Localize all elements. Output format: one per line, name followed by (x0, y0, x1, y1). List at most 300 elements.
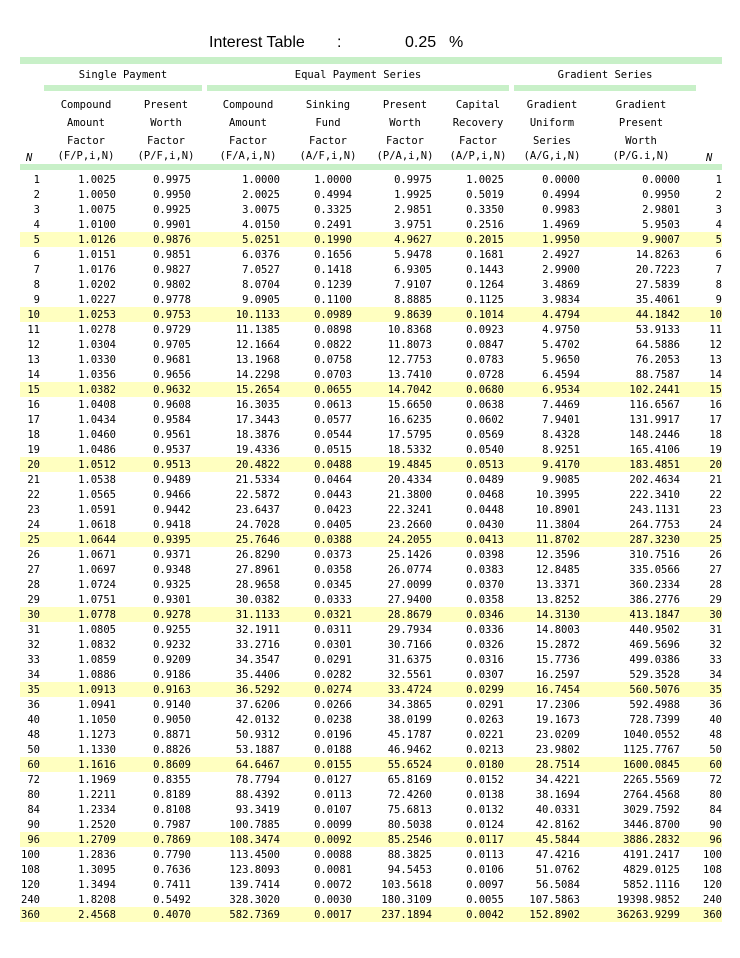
table-cell: 113.4500 (229, 849, 280, 861)
cell-n: 7 (33, 264, 40, 276)
table-cell: 183.4851 (629, 459, 680, 471)
cell-n: 5 (33, 234, 40, 246)
table-cell: 1.0356 (78, 369, 116, 381)
table-cell: 0.0540 (466, 444, 504, 456)
table-cell: 0.8355 (153, 774, 191, 786)
table-cell: 0.0398 (466, 549, 504, 561)
cell-n-right: 20 (709, 459, 722, 471)
table-cell: 0.9975 (153, 174, 191, 186)
table-cell: 1.1330 (78, 744, 116, 756)
column-header-line: Present (382, 99, 428, 111)
table-cell: 1.0805 (78, 624, 116, 636)
table-cell: 1.0304 (78, 339, 116, 351)
table-row (0, 907, 740, 922)
table-cell: 0.9278 (153, 609, 191, 621)
table-cell: 0.1990 (314, 234, 352, 246)
table-cell: 2.0025 (242, 189, 280, 201)
table-cell: 1.0176 (78, 264, 116, 276)
table-cell: 6.9534 (542, 384, 580, 396)
table-cell: 1.2709 (78, 834, 116, 846)
table-cell: 0.9876 (153, 234, 191, 246)
table-cell: 0.0081 (314, 864, 352, 876)
table-row (0, 832, 740, 847)
table-cell: 15.2872 (535, 639, 580, 651)
table-cell: 27.8961 (235, 564, 280, 576)
table-cell: 1.0941 (78, 699, 116, 711)
table-cell: 3446.8700 (623, 819, 680, 831)
n-label-right: N (706, 152, 713, 164)
cell-n: 30 (27, 609, 40, 621)
table-cell: 29.7934 (387, 624, 432, 636)
table-cell: 31.6375 (387, 654, 432, 666)
table-cell: 24.7028 (235, 519, 280, 531)
cell-n: 18 (27, 429, 40, 441)
table-cell: 0.0513 (466, 459, 504, 471)
table-cell: 0.0152 (466, 774, 504, 786)
table-row (0, 427, 740, 442)
table-cell: 0.0405 (314, 519, 352, 531)
cell-n: 72 (27, 774, 40, 786)
table-cell: 0.1681 (466, 249, 504, 261)
table-cell: 0.0443 (314, 489, 352, 501)
group-band-gradient (514, 85, 696, 91)
table-cell: 1.0751 (78, 594, 116, 606)
table-cell: 0.9232 (153, 639, 191, 651)
table-cell: 16.2597 (535, 669, 580, 681)
table-cell: 1.0330 (78, 354, 116, 366)
table-cell: 8.0704 (242, 279, 280, 291)
table-cell: 148.2446 (629, 429, 680, 441)
table-cell: 24.2055 (387, 534, 432, 546)
table-cell: 9.4170 (542, 459, 580, 471)
table-cell: 1.0671 (78, 549, 116, 561)
table-cell: 0.0847 (466, 339, 504, 351)
table-cell: 3029.7592 (623, 804, 680, 816)
table-cell: 1.0913 (78, 684, 116, 696)
table-cell: 26.0774 (387, 564, 432, 576)
table-cell: 35.4061 (635, 294, 680, 306)
table-cell: 0.9348 (153, 564, 191, 576)
table-cell: 0.0326 (466, 639, 504, 651)
table-row (0, 592, 740, 607)
table-row (0, 727, 740, 742)
table-cell: 7.9401 (542, 414, 580, 426)
table-cell: 36.5292 (235, 684, 280, 696)
table-cell: 360.2334 (629, 579, 680, 591)
table-row (0, 187, 740, 202)
table-cell: 0.0388 (314, 534, 352, 546)
table-cell: 0.0680 (466, 384, 504, 396)
table-cell: 20.7223 (635, 264, 680, 276)
group-band-single (44, 85, 202, 91)
table-cell: 0.1443 (466, 264, 504, 276)
cell-n: 80 (27, 789, 40, 801)
column-header-line: Series (533, 135, 571, 147)
table-cell: 25.7646 (235, 534, 280, 546)
table-cell: 5.9478 (394, 249, 432, 261)
table-cell: 34.4221 (535, 774, 580, 786)
cell-n: 17 (27, 414, 40, 426)
column-header-line: Present (618, 117, 664, 129)
table-cell: 23.9802 (535, 744, 580, 756)
table-row (0, 472, 740, 487)
table-row (0, 277, 740, 292)
column-header-line: Uniform (529, 117, 575, 129)
table-cell: 14.2298 (235, 369, 280, 381)
table-cell: 15.6650 (387, 399, 432, 411)
table-cell: 51.0762 (535, 864, 580, 876)
table-cell: 0.0468 (466, 489, 504, 501)
cell-n-right: 34 (709, 669, 722, 681)
table-cell: 34.3865 (387, 699, 432, 711)
table-cell: 30.7166 (387, 639, 432, 651)
column-header-line: Gradient (615, 99, 667, 111)
table-cell: 37.6206 (235, 699, 280, 711)
cell-n: 50 (27, 744, 40, 756)
table-row (0, 652, 740, 667)
table-cell: 0.5492 (153, 894, 191, 906)
table-cell: 0.1264 (466, 279, 504, 291)
column-header-line: Factor (309, 135, 347, 147)
cell-n: 32 (27, 639, 40, 651)
table-cell: 0.0274 (314, 684, 352, 696)
table-cell: 27.5839 (635, 279, 680, 291)
table-row (0, 397, 740, 412)
table-cell: 0.0106 (466, 864, 504, 876)
table-row (0, 487, 740, 502)
table-cell: 1.9950 (542, 234, 580, 246)
cell-n-right: 15 (709, 384, 722, 396)
table-cell: 0.0282 (314, 669, 352, 681)
table-cell: 1.0724 (78, 579, 116, 591)
table-cell: 0.9418 (153, 519, 191, 531)
table-row (0, 712, 740, 727)
table-cell: 1.0832 (78, 639, 116, 651)
cell-n: 60 (27, 759, 40, 771)
table-cell: 1125.7767 (623, 744, 680, 756)
table-row (0, 232, 740, 247)
table-cell: 0.0703 (314, 369, 352, 381)
table-cell: 42.0132 (235, 714, 280, 726)
cell-n-right: 31 (709, 624, 722, 636)
table-cell: 1.0025 (78, 174, 116, 186)
table-cell: 0.0488 (314, 459, 352, 471)
table-row (0, 637, 740, 652)
table-row (0, 442, 740, 457)
column-header-line: Amount (229, 117, 267, 129)
table-cell: 0.0113 (314, 789, 352, 801)
table-row (0, 202, 740, 217)
table-cell: 0.0099 (314, 819, 352, 831)
table-cell: 0.0602 (466, 414, 504, 426)
table-cell: 0.9537 (153, 444, 191, 456)
table-row (0, 742, 740, 757)
cell-n: 19 (27, 444, 40, 456)
table-cell: 152.8902 (529, 909, 580, 921)
table-cell: 1.3494 (78, 879, 116, 891)
cell-n-right: 33 (709, 654, 722, 666)
table-cell: 499.0386 (629, 654, 680, 666)
table-cell: 222.3410 (629, 489, 680, 501)
cell-n: 84 (27, 804, 40, 816)
table-cell: 108.3474 (229, 834, 280, 846)
table-cell: 0.0464 (314, 474, 352, 486)
table-cell: 0.3350 (466, 204, 504, 216)
cell-n: 10 (27, 309, 40, 321)
table-cell: 1.0000 (242, 174, 280, 186)
table-cell: 0.0291 (466, 699, 504, 711)
column-header-line: Recovery (452, 117, 504, 129)
table-cell: 0.0124 (466, 819, 504, 831)
top-band (20, 57, 722, 64)
table-cell: 19398.9852 (616, 894, 680, 906)
table-cell: 4.9627 (394, 234, 432, 246)
table-cell: 0.0423 (314, 504, 352, 516)
table-cell: 0.9827 (153, 264, 191, 276)
table-row (0, 802, 740, 817)
table-cell: 1.0202 (78, 279, 116, 291)
table-cell: 1.0618 (78, 519, 116, 531)
table-cell: 5.9503 (642, 219, 680, 231)
table-cell: 8.4328 (542, 429, 580, 441)
cell-n: 28 (27, 579, 40, 591)
table-cell: 7.0527 (242, 264, 280, 276)
table-cell: 46.9462 (387, 744, 432, 756)
table-cell: 1.2520 (78, 819, 116, 831)
table-cell: 0.0383 (466, 564, 504, 576)
table-cell: 0.8189 (153, 789, 191, 801)
table-cell: 17.2306 (535, 699, 580, 711)
table-cell: 0.4070 (153, 909, 191, 921)
table-cell: 0.7869 (153, 834, 191, 846)
table-cell: 1.0100 (78, 219, 116, 231)
table-cell: 123.8093 (229, 864, 280, 876)
table-cell: 3.9834 (542, 294, 580, 306)
table-cell: 1.0859 (78, 654, 116, 666)
table-cell: 0.0213 (466, 744, 504, 756)
table-cell: 1.2334 (78, 804, 116, 816)
table-cell: 0.0155 (314, 759, 352, 771)
table-cell: 0.0655 (314, 384, 352, 396)
table-cell: 11.8073 (387, 339, 432, 351)
table-cell: 0.0291 (314, 654, 352, 666)
cell-n-right: 48 (709, 729, 722, 741)
cell-n: 2 (33, 189, 40, 201)
table-cell: 25.1426 (387, 549, 432, 561)
column-header-line: Worth (150, 117, 182, 129)
table-cell: 1.2836 (78, 849, 116, 861)
table-cell: 17.3443 (235, 414, 280, 426)
table-cell: 12.1664 (235, 339, 280, 351)
table-cell: 56.5084 (535, 879, 580, 891)
column-header-line: Sinking (305, 99, 351, 111)
table-cell: 0.9255 (153, 624, 191, 636)
table-cell: 0.4994 (542, 189, 580, 201)
column-header-line: Factor (147, 135, 185, 147)
cell-n-right: 108 (703, 864, 722, 876)
table-row (0, 532, 740, 547)
table-cell: 0.0180 (466, 759, 504, 771)
table-cell: 3886.2832 (623, 834, 680, 846)
table-cell: 0.9778 (153, 294, 191, 306)
table-cell: 75.6813 (387, 804, 432, 816)
table-cell: 1.0486 (78, 444, 116, 456)
table-cell: 1.0778 (78, 609, 116, 621)
table-cell: 0.0097 (466, 879, 504, 891)
cell-n: 11 (27, 324, 40, 336)
table-cell: 1.1616 (78, 759, 116, 771)
table-cell: 0.9371 (153, 549, 191, 561)
cell-n: 26 (27, 549, 40, 561)
table-cell: 592.4988 (629, 699, 680, 711)
column-header-line: (P/G.i,N) (612, 150, 670, 162)
table-cell: 9.9085 (542, 474, 580, 486)
table-cell: 2265.5569 (623, 774, 680, 786)
table-cell: 0.9209 (153, 654, 191, 666)
cell-n: 33 (27, 654, 40, 666)
table-cell: 64.6467 (235, 759, 280, 771)
table-cell: 0.2516 (466, 219, 504, 231)
table-row (0, 262, 740, 277)
cell-n-right: 36 (709, 699, 722, 711)
cell-n-right: 240 (703, 894, 722, 906)
table-cell: 3.0075 (242, 204, 280, 216)
table-cell: 0.0489 (466, 474, 504, 486)
table-row (0, 892, 740, 907)
table-cell: 1.0253 (78, 309, 116, 321)
table-cell: 1.0644 (78, 534, 116, 546)
table-cell: 2.9900 (542, 264, 580, 276)
cell-n: 8 (33, 279, 40, 291)
column-header-line: (A/G,i,N) (523, 150, 581, 162)
table-cell: 14.7042 (387, 384, 432, 396)
table-row (0, 607, 740, 622)
table-cell: 0.1656 (314, 249, 352, 261)
table-cell: 386.2776 (629, 594, 680, 606)
table-cell: 1.0886 (78, 669, 116, 681)
table-cell: 3.4869 (542, 279, 580, 291)
table-cell: 1.4969 (542, 219, 580, 231)
table-cell: 0.0413 (466, 534, 504, 546)
table-cell: 440.9502 (629, 624, 680, 636)
table-row (0, 352, 740, 367)
table-cell: 102.2441 (629, 384, 680, 396)
cell-n: 23 (27, 504, 40, 516)
title-unit: % (449, 34, 464, 51)
table-cell: 0.2491 (314, 219, 352, 231)
column-header-line: (A/P,i,N) (449, 150, 507, 162)
table-cell: 0.0188 (314, 744, 352, 756)
table-cell: 17.5795 (387, 429, 432, 441)
cell-n-right: 3 (715, 204, 722, 216)
table-row (0, 667, 740, 682)
table-cell: 0.9325 (153, 579, 191, 591)
cell-n-right: 360 (703, 909, 722, 921)
table-cell: 0.0000 (542, 174, 580, 186)
table-cell: 0.9395 (153, 534, 191, 546)
table-cell: 5852.1116 (623, 879, 680, 891)
table-cell: 53.9133 (635, 324, 680, 336)
cell-n-right: 10 (709, 309, 722, 321)
cell-n-right: 27 (709, 564, 722, 576)
cell-n-right: 84 (709, 804, 722, 816)
cell-n-right: 19 (709, 444, 722, 456)
table-cell: 0.9705 (153, 339, 191, 351)
table-cell: 0.9975 (394, 174, 432, 186)
cell-n: 40 (27, 714, 40, 726)
table-cell: 6.4594 (542, 369, 580, 381)
cell-n-right: 22 (709, 489, 722, 501)
cell-n-right: 100 (703, 849, 722, 861)
table-cell: 8.9251 (542, 444, 580, 456)
table-cell: 0.0923 (466, 324, 504, 336)
table-cell: 0.4994 (314, 189, 352, 201)
table-cell: 40.0331 (535, 804, 580, 816)
table-cell: 4.0150 (242, 219, 280, 231)
cell-n-right: 32 (709, 639, 722, 651)
table-cell: 0.0358 (466, 594, 504, 606)
table-cell: 0.0113 (466, 849, 504, 861)
cell-n-right: 50 (709, 744, 722, 756)
table-cell: 23.6437 (235, 504, 280, 516)
column-header-line: Compound (222, 99, 274, 111)
table-cell: 0.0577 (314, 414, 352, 426)
cell-n: 100 (21, 849, 40, 861)
table-cell: 264.7753 (629, 519, 680, 531)
cell-n: 24 (27, 519, 40, 531)
table-row (0, 877, 740, 892)
cell-n-right: 16 (709, 399, 722, 411)
table-cell: 1.9925 (394, 189, 432, 201)
table-cell: 728.7399 (629, 714, 680, 726)
table-cell: 27.0099 (387, 579, 432, 591)
cell-n: 21 (27, 474, 40, 486)
table-cell: 0.2015 (466, 234, 504, 246)
table-cell: 107.5863 (529, 894, 580, 906)
table-cell: 2.9801 (642, 204, 680, 216)
table-cell: 1.0227 (78, 294, 116, 306)
cell-n: 15 (27, 384, 40, 396)
table-cell: 8.8885 (394, 294, 432, 306)
column-header-line: Fund (315, 117, 341, 129)
table-cell: 19.4336 (235, 444, 280, 456)
table-cell: 0.9851 (153, 249, 191, 261)
table-cell: 131.9917 (629, 414, 680, 426)
table-cell: 0.0000 (642, 174, 680, 186)
table-cell: 0.0127 (314, 774, 352, 786)
table-cell: 53.1887 (235, 744, 280, 756)
title-separator: : (337, 34, 342, 51)
table-cell: 18.5332 (387, 444, 432, 456)
table-cell: 1.0512 (78, 459, 116, 471)
table-cell: 0.0370 (466, 579, 504, 591)
table-cell: 7.4469 (542, 399, 580, 411)
table-cell: 23.0209 (535, 729, 580, 741)
table-cell: 76.2053 (635, 354, 680, 366)
column-header-line: Compound (60, 99, 112, 111)
table-cell: 13.8252 (535, 594, 580, 606)
table-cell: 0.0042 (466, 909, 504, 921)
table-cell: 0.0613 (314, 399, 352, 411)
table-cell: 1600.0845 (623, 759, 680, 771)
cell-n-right: 96 (709, 834, 722, 846)
table-cell: 22.5872 (235, 489, 280, 501)
table-cell: 4.4794 (542, 309, 580, 321)
table-cell: 21.5334 (235, 474, 280, 486)
table-cell: 0.0138 (466, 789, 504, 801)
table-cell: 0.1100 (314, 294, 352, 306)
table-cell: 0.0221 (466, 729, 504, 741)
